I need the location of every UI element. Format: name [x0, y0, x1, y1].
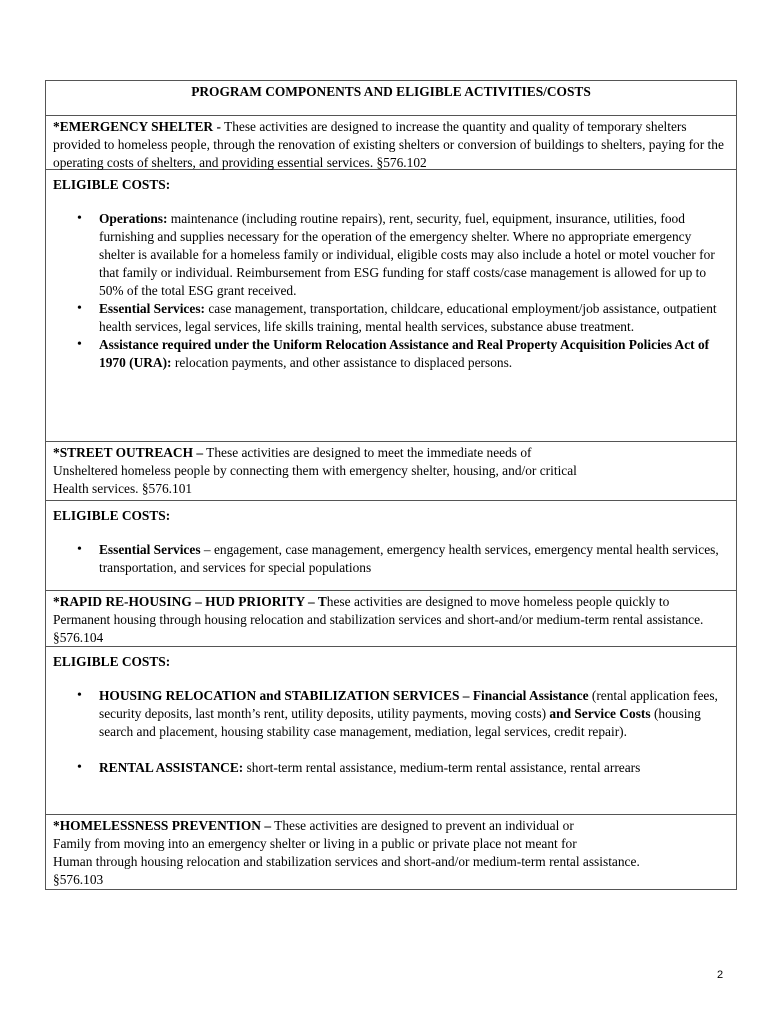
essential-services-label: Essential Services: — [99, 301, 205, 316]
street-outreach-row — [46, 442, 736, 501]
housing-relocation-label: HOUSING RELOCATION and STABILIZATION SERVICES – Financial Assistance — [99, 688, 589, 703]
page-number: 2 — [717, 969, 724, 981]
emergency-shelter-row — [46, 116, 736, 170]
essential-services-label: Essential Services — [99, 542, 201, 557]
table-title: PROGRAM COMPONENTS AND ELIGIBLE ACTIVITIES/COSTS — [46, 81, 736, 116]
emergency-shelter-costs-list — [53, 210, 729, 372]
street-outreach-heading: *STREET OUTREACH – — [53, 445, 204, 460]
homelessness-prevention-line1: These activities are designed to prevent an individual or — [271, 818, 574, 833]
street-outreach-costs-list — [53, 541, 729, 577]
ura-text: relocation payments, and other assistance to displaced persons. — [171, 355, 513, 370]
emergency-shelter-heading: *EMERGENCY SHELTER - — [53, 119, 221, 134]
list-item — [99, 687, 729, 741]
homelessness-prevention-row — [46, 815, 736, 890]
service-costs-text: (housing search and placement, housing stability case management, mediation, legal services, credit repair). — [99, 706, 701, 739]
operations-label: Operations: — [99, 211, 168, 226]
list-item — [99, 210, 729, 300]
homelessness-prevention-heading: *HOMELESSNESS PREVENTION – — [53, 818, 272, 833]
street-outreach-costs-row — [46, 501, 736, 591]
emergency-shelter-description: These activities are designed to increase the quantity and quality of temporary shelters provided to homeless people, through the renovation of existing shelters or conversion of buildings to shelters, paying for the operating costs of shelters, and providing essential services. §576.102 — [53, 119, 724, 170]
service-costs-label: and Service Costs — [549, 706, 651, 721]
rapid-rehousing-costs-list — [53, 687, 729, 777]
essential-services-text: case management, transportation, childcare, educational employment/job assistance, outpatient health services, legal services, life skills training, mental health services, substance abuse treatment. — [99, 301, 717, 334]
homelessness-prevention-line4: §576.103 — [53, 872, 104, 887]
eligible-costs-label: ELIGIBLE COSTS: — [53, 177, 171, 192]
rapid-rehousing-costs-row — [46, 647, 736, 815]
list-item — [99, 541, 729, 577]
street-outreach-line2: Unsheltered homeless people by connecting them with emergency shelter, housing, and/or critical — [53, 463, 577, 478]
housing-relocation-text: (rental application fees, security deposits, last month’s rent, utility deposits, utility payments, moving costs) — [99, 688, 718, 721]
rapid-rehousing-heading: *RAPID RE-HOUSING – HUD PRIORITY – T — [53, 594, 327, 609]
emergency-shelter-costs-row — [46, 170, 736, 442]
list-item — [99, 300, 729, 336]
rapid-rehousing-row — [46, 591, 736, 647]
rental-assistance-text: short-term rental assistance, medium-term rental assistance, rental arrears — [243, 760, 641, 775]
essential-services-text: – engagement, case management, emergency health services, emergency mental health services, transportation, and services for special populations — [99, 542, 719, 575]
rapid-rehousing-description: hese activities are designed to move homeless people quickly to Permanent housing through housing relocation and stabilization services and short-and/or medium-term rental assistance. §576.104 — [53, 594, 704, 645]
street-outreach-line3: Health services. §576.101 — [53, 481, 193, 496]
list-item — [99, 759, 729, 777]
operations-text: maintenance (including routine repairs), rent, security, fuel, equipment, insurance, utilities, food furnishing and supplies necessary for the operation of the emergency shelter. Where no appropriate emergency shelter is available for a homeless family or individual, eligible costs may also include a hotel or motel voucher for that family or individual. Reimbursement from ESG funding for staff costs/case management is allowed for up to 50% of the total ESG grant received. — [99, 211, 715, 298]
street-outreach-line1: These activities are designed to meet the immediate needs of — [203, 445, 532, 460]
eligible-costs-label: ELIGIBLE COSTS: — [53, 508, 171, 523]
ura-label: Assistance required under the Uniform Relocation Assistance and Real Property Acquisition Policies Act of 1970 (URA): — [99, 337, 710, 370]
rental-assistance-label: RENTAL ASSISTANCE: — [99, 760, 244, 775]
list-item — [99, 336, 729, 372]
program-components-table — [45, 80, 737, 890]
eligible-costs-label: ELIGIBLE COSTS: — [53, 654, 171, 669]
homelessness-prevention-line2: Family from moving into an emergency shelter or living in a public or private place not meant for — [53, 836, 577, 851]
homelessness-prevention-line3: Human through housing relocation and stabilization services and short-and/or medium-term rental assistance. — [53, 854, 640, 869]
